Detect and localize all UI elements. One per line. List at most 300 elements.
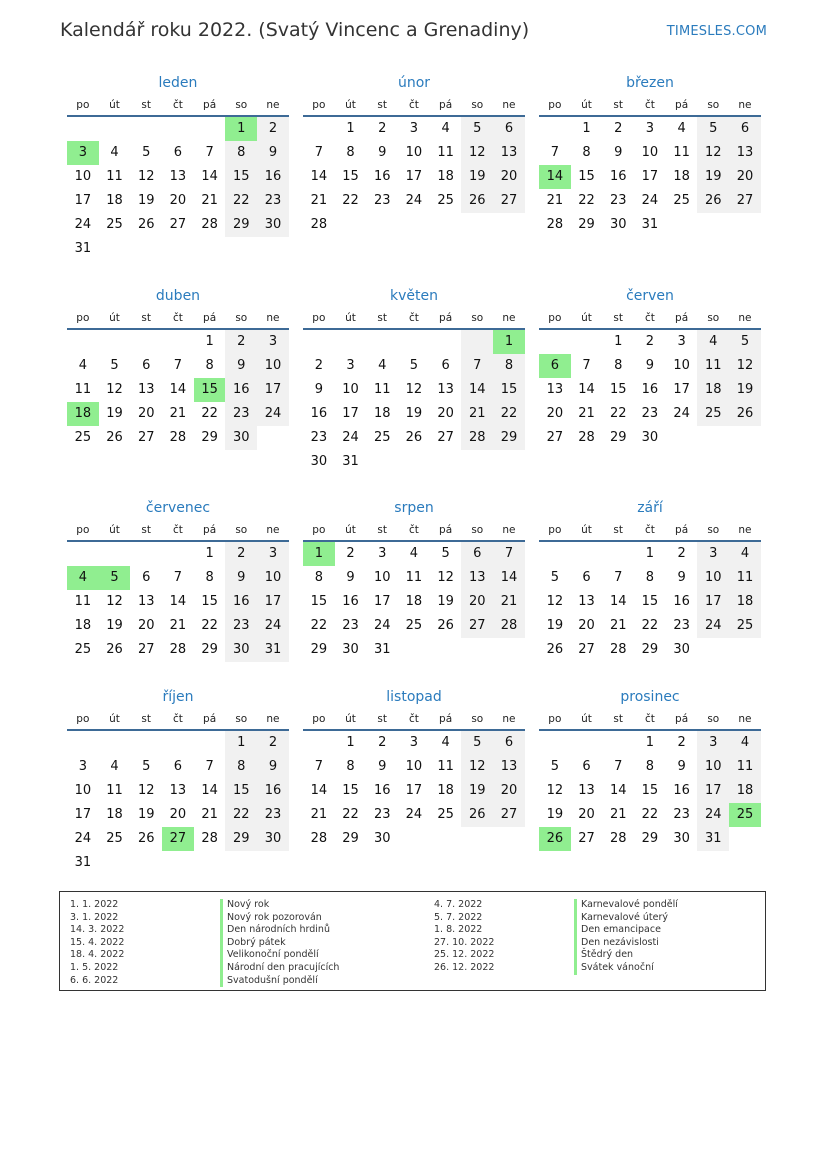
- weekday-header: [303, 97, 525, 117]
- day-cell: 5: [142, 145, 151, 160]
- day-cell: 21: [201, 807, 218, 822]
- day-cell: 14: [493, 566, 525, 590]
- empty-cell: [366, 213, 398, 237]
- legend-holiday-name: Svátek vánoční: [574, 962, 678, 975]
- day-cell: 10: [74, 169, 92, 184]
- empty-cell: [335, 213, 367, 237]
- day-cell: 17: [342, 406, 359, 421]
- empty-cell: [162, 237, 194, 261]
- holiday-day-cell: 1: [225, 117, 257, 141]
- day-cell: 3: [78, 759, 87, 774]
- day-grid: [539, 117, 761, 237]
- weekday-label: út: [109, 99, 120, 111]
- empty-cell: [130, 237, 162, 261]
- day-cell: 5: [550, 570, 559, 585]
- weekday-label: ne: [738, 713, 752, 725]
- month-leden: [67, 74, 289, 261]
- weekday-label: so: [471, 524, 484, 536]
- day-cell: 25: [697, 402, 729, 426]
- day-cell: 28: [169, 430, 187, 445]
- day-cell: 19: [405, 406, 423, 421]
- day-cell: 30: [225, 426, 257, 450]
- day-cell: 14: [310, 169, 328, 184]
- empty-cell: [130, 542, 162, 566]
- day-cell: 26: [546, 642, 564, 657]
- weekday-label: po: [312, 312, 326, 324]
- day-cell: 31: [257, 638, 289, 662]
- day-grid: [303, 330, 525, 474]
- day-cell: 12: [546, 783, 564, 798]
- holiday-day-cell: 1: [303, 542, 335, 566]
- day-cell: 17: [405, 169, 423, 184]
- day-cell: 14: [201, 783, 218, 798]
- day-cell: 12: [405, 382, 423, 397]
- weekday-label: po: [312, 713, 326, 725]
- month-name: leden: [158, 75, 198, 91]
- day-cell: 22: [342, 193, 359, 208]
- day-cell: 9: [346, 570, 355, 585]
- weekday-label: ne: [266, 99, 280, 111]
- day-cell: 31: [74, 241, 92, 256]
- empty-cell: [130, 117, 162, 141]
- day-cell: 25: [729, 614, 761, 638]
- day-cell: 26: [461, 803, 493, 827]
- weekday-label: st: [141, 312, 152, 324]
- day-cell: 6: [582, 570, 591, 585]
- day-cell: 3: [257, 330, 289, 354]
- day-cell: 12: [137, 169, 155, 184]
- day-cell: 7: [314, 145, 323, 160]
- day-cell: 23: [225, 614, 257, 638]
- day-cell: 23: [225, 402, 257, 426]
- empty-cell: [430, 827, 462, 851]
- weekday-label: pá: [439, 99, 453, 111]
- day-cell: 16: [641, 382, 659, 397]
- day-grid: [539, 542, 761, 662]
- day-cell: 15: [310, 594, 328, 609]
- day-cell: 7: [614, 759, 623, 774]
- month-name: květen: [390, 288, 438, 304]
- day-cell: 25: [405, 618, 423, 633]
- day-cell: 13: [461, 566, 493, 590]
- day-cell: 11: [74, 382, 92, 397]
- empty-cell: [225, 237, 257, 261]
- empty-cell: [493, 450, 525, 474]
- holiday-day-cell: 26: [539, 827, 571, 851]
- brand-link[interactable]: TIMESLES.COM: [666, 24, 767, 39]
- day-cell: 4: [110, 145, 119, 160]
- day-cell: 16: [310, 406, 328, 421]
- empty-cell: [430, 638, 462, 662]
- day-cell: 18: [74, 618, 92, 633]
- empty-cell: [729, 638, 761, 662]
- day-cell: 7: [205, 759, 214, 774]
- day-cell: 28: [201, 217, 218, 232]
- day-cell: 19: [106, 406, 123, 421]
- day-cell: 16: [225, 590, 257, 614]
- day-cell: 13: [493, 141, 525, 165]
- weekday-label: út: [581, 524, 592, 536]
- day-cell: 28: [461, 426, 493, 450]
- day-cell: 11: [106, 169, 123, 184]
- day-cell: 19: [137, 807, 155, 822]
- day-cell: 7: [493, 542, 525, 566]
- legend-holiday-name: Den emancipace: [574, 924, 678, 937]
- weekday-label: čt: [644, 312, 655, 324]
- day-cell: 14: [169, 382, 187, 397]
- day-cell: 25: [106, 217, 123, 232]
- day-cell: 4: [729, 542, 761, 566]
- empty-cell: [398, 213, 430, 237]
- month-červen: [539, 287, 761, 450]
- day-cell: 18: [437, 169, 454, 184]
- weekday-label: st: [377, 99, 388, 111]
- day-cell: 10: [257, 354, 289, 378]
- page-title: Kalendář roku 2022. (Svatý Vincenc a Grenadiny): [60, 19, 530, 41]
- weekday-label: čt: [408, 713, 419, 725]
- legend-date: 27. 10. 2022: [434, 936, 495, 948]
- weekday-label: út: [581, 99, 592, 111]
- weekday-label: út: [345, 713, 356, 725]
- day-cell: 6: [173, 145, 183, 160]
- day-cell: 20: [578, 618, 595, 633]
- legend-date: 5. 7. 2022: [434, 911, 483, 923]
- day-cell: 30: [257, 213, 289, 237]
- day-cell: 22: [225, 803, 257, 827]
- weekday-label: čt: [172, 312, 183, 324]
- empty-cell: [539, 117, 571, 141]
- day-cell: 21: [201, 193, 218, 208]
- empty-cell: [571, 542, 603, 566]
- weekday-label: po: [76, 99, 90, 111]
- day-cell: 7: [173, 358, 183, 373]
- empty-cell: [162, 330, 194, 354]
- day-cell: 27: [493, 803, 525, 827]
- weekday-label: so: [471, 312, 484, 324]
- day-cell: 26: [697, 189, 729, 213]
- day-cell: 18: [106, 807, 123, 822]
- day-cell: 9: [225, 354, 257, 378]
- weekday-label: čt: [644, 524, 655, 536]
- legend-date: 14. 3. 2022: [70, 924, 125, 936]
- day-cell: 2: [378, 735, 387, 750]
- day-cell: 29: [493, 426, 525, 450]
- day-cell: 30: [673, 642, 690, 657]
- holiday-day-cell: 3: [67, 141, 99, 165]
- empty-cell: [398, 827, 430, 851]
- day-cell: 5: [441, 546, 450, 561]
- day-cell: 2: [314, 358, 323, 373]
- day-cell: 18: [106, 193, 123, 208]
- empty-cell: [130, 851, 162, 875]
- day-cell: 14: [609, 594, 627, 609]
- weekday-label: st: [377, 713, 388, 725]
- empty-cell: [430, 213, 462, 237]
- empty-cell: [162, 731, 194, 755]
- legend-holiday-name: Karnevalové pondělí: [574, 899, 678, 912]
- empty-cell: [257, 426, 289, 450]
- day-cell: 20: [546, 406, 564, 421]
- day-grid: [303, 117, 525, 237]
- day-cell: 10: [405, 145, 423, 160]
- day-cell: 23: [310, 430, 328, 445]
- day-cell: 26: [106, 430, 123, 445]
- day-cell: 1: [225, 731, 257, 755]
- empty-cell: [697, 638, 729, 662]
- empty-cell: [194, 117, 226, 141]
- day-cell: 17: [697, 779, 729, 803]
- day-cell: 5: [550, 759, 559, 774]
- day-cell: 21: [609, 618, 627, 633]
- day-cell: 7: [461, 354, 493, 378]
- empty-cell: [697, 426, 729, 450]
- month-listopad: [303, 688, 525, 851]
- legend-date: 4. 7. 2022: [434, 899, 483, 910]
- legend-holiday-name: Svatodušní pondělí: [220, 975, 339, 988]
- weekday-label: so: [471, 99, 484, 111]
- day-cell: 22: [578, 193, 595, 208]
- day-cell: 1: [645, 546, 655, 561]
- day-cell: 6: [142, 358, 151, 373]
- day-cell: 25: [437, 807, 454, 822]
- day-cell: 11: [697, 354, 729, 378]
- day-cell: 23: [673, 618, 690, 633]
- weekday-label: st: [377, 312, 388, 324]
- day-cell: 12: [137, 783, 155, 798]
- day-grid: [67, 117, 289, 261]
- legend-holiday-name: Den nezávislosti: [574, 937, 678, 950]
- day-cell: 14: [461, 378, 493, 402]
- weekday-header: [303, 310, 525, 330]
- day-cell: 24: [342, 430, 359, 445]
- day-cell: 28: [493, 614, 525, 638]
- weekday-header: [539, 522, 761, 542]
- day-cell: 25: [74, 642, 92, 657]
- month-březen: [539, 74, 761, 237]
- legend-holiday-name: Nový rok pozorován: [220, 912, 339, 925]
- day-grid: [539, 330, 761, 450]
- day-cell: 19: [546, 807, 564, 822]
- day-cell: 31: [342, 454, 359, 469]
- weekday-label: út: [581, 312, 592, 324]
- day-cell: 26: [729, 402, 761, 426]
- day-cell: 24: [641, 193, 659, 208]
- legend-holiday-name: Štědrý den: [574, 949, 678, 962]
- day-cell: 17: [257, 590, 289, 614]
- day-cell: 31: [641, 217, 659, 232]
- weekday-label: so: [235, 312, 248, 324]
- day-cell: 18: [673, 169, 690, 184]
- legend-right-dates: [434, 899, 494, 975]
- empty-cell: [461, 450, 493, 474]
- day-cell: 12: [697, 141, 729, 165]
- day-cell: 10: [697, 566, 729, 590]
- day-cell: 28: [201, 831, 218, 846]
- weekday-label: st: [613, 524, 624, 536]
- weekday-label: po: [548, 312, 562, 324]
- day-cell: 25: [673, 193, 690, 208]
- day-cell: 31: [373, 642, 391, 657]
- day-cell: 9: [677, 570, 686, 585]
- day-cell: 5: [142, 759, 151, 774]
- legend-date: 15. 4. 2022: [70, 936, 125, 948]
- day-cell: 10: [373, 570, 391, 585]
- day-cell: 24: [257, 402, 289, 426]
- day-cell: 24: [405, 193, 423, 208]
- day-cell: 2: [614, 121, 623, 136]
- day-cell: 27: [493, 189, 525, 213]
- day-cell: 21: [546, 193, 564, 208]
- month-srpen: [303, 499, 525, 662]
- day-cell: 16: [257, 779, 289, 803]
- day-cell: 30: [641, 430, 659, 445]
- empty-cell: [461, 827, 493, 851]
- day-cell: 20: [461, 590, 493, 614]
- day-cell: 22: [641, 807, 659, 822]
- day-cell: 30: [225, 638, 257, 662]
- day-cell: 5: [461, 117, 493, 141]
- weekday-header: [539, 711, 761, 731]
- legend-date: 6. 6. 2022: [70, 974, 119, 986]
- weekday-header: [67, 97, 289, 117]
- day-cell: 21: [310, 193, 328, 208]
- month-name: září: [637, 500, 663, 516]
- weekday-label: út: [345, 524, 356, 536]
- day-cell: 8: [645, 570, 655, 585]
- day-cell: 31: [697, 827, 729, 851]
- weekday-label: pá: [203, 713, 217, 725]
- day-cell: 28: [609, 642, 627, 657]
- day-cell: 3: [257, 542, 289, 566]
- day-cell: 3: [378, 546, 387, 561]
- day-cell: 24: [697, 803, 729, 827]
- day-cell: 11: [729, 755, 761, 779]
- empty-cell: [398, 330, 430, 354]
- day-cell: 26: [405, 430, 423, 445]
- day-cell: 15: [609, 382, 627, 397]
- day-cell: 29: [578, 217, 595, 232]
- day-cell: 10: [673, 358, 690, 373]
- day-cell: 12: [106, 382, 123, 397]
- day-cell: 29: [201, 430, 218, 445]
- empty-cell: [602, 731, 634, 755]
- day-grid: [67, 330, 289, 450]
- legend-holiday-name: Nový rok: [220, 899, 339, 912]
- weekday-header: [67, 522, 289, 542]
- legend-holiday-name: Národní den pracujících: [220, 962, 339, 975]
- weekday-label: so: [235, 524, 248, 536]
- day-cell: 30: [673, 831, 690, 846]
- day-cell: 2: [257, 117, 289, 141]
- day-cell: 20: [169, 193, 187, 208]
- day-cell: 8: [346, 145, 355, 160]
- day-cell: 8: [493, 354, 525, 378]
- legend-date: 1. 1. 2022: [70, 899, 119, 910]
- day-cell: 27: [578, 642, 595, 657]
- day-cell: 10: [697, 755, 729, 779]
- day-cell: 29: [225, 213, 257, 237]
- day-grid: [67, 731, 289, 875]
- day-cell: 11: [373, 382, 391, 397]
- day-cell: 17: [373, 594, 391, 609]
- holiday-day-cell: 5: [99, 566, 131, 590]
- day-grid: [67, 542, 289, 662]
- day-cell: 3: [697, 731, 729, 755]
- weekday-label: so: [707, 524, 720, 536]
- day-cell: 28: [310, 831, 328, 846]
- day-cell: 1: [614, 334, 623, 349]
- weekday-label: po: [76, 524, 90, 536]
- weekday-label: pá: [675, 713, 689, 725]
- empty-cell: [67, 731, 99, 755]
- day-cell: 25: [373, 430, 391, 445]
- day-cell: 29: [609, 430, 627, 445]
- day-cell: 22: [310, 618, 328, 633]
- day-cell: 21: [493, 590, 525, 614]
- legend-date: 1. 8. 2022: [434, 924, 483, 936]
- weekday-label: čt: [408, 99, 419, 111]
- day-cell: 14: [578, 382, 595, 397]
- day-cell: 9: [614, 145, 623, 160]
- day-cell: 21: [169, 406, 187, 421]
- day-cell: 30: [257, 827, 289, 851]
- day-cell: 19: [461, 165, 493, 189]
- day-cell: 28: [578, 430, 595, 445]
- day-cell: 1: [582, 121, 591, 136]
- day-cell: 1: [645, 735, 655, 750]
- day-cell: 3: [409, 735, 419, 750]
- day-cell: 19: [461, 779, 493, 803]
- day-cell: 22: [201, 406, 218, 421]
- weekday-label: st: [141, 524, 152, 536]
- weekday-label: st: [141, 713, 152, 725]
- day-cell: 16: [373, 783, 391, 798]
- empty-cell: [303, 117, 335, 141]
- empty-cell: [99, 731, 131, 755]
- weekday-label: út: [109, 713, 120, 725]
- day-cell: 7: [205, 145, 214, 160]
- day-cell: 8: [346, 759, 355, 774]
- weekday-label: pá: [439, 312, 453, 324]
- empty-cell: [194, 237, 226, 261]
- legend-holiday-name: Dobrý pátek: [220, 937, 339, 950]
- weekday-label: po: [548, 713, 562, 725]
- empty-cell: [666, 426, 698, 450]
- empty-cell: [67, 330, 99, 354]
- day-cell: 9: [378, 145, 387, 160]
- day-cell: 15: [342, 783, 359, 798]
- empty-cell: [571, 731, 603, 755]
- day-cell: 23: [609, 193, 627, 208]
- empty-cell: [303, 330, 335, 354]
- day-cell: 5: [409, 358, 419, 373]
- day-cell: 5: [110, 358, 119, 373]
- weekday-label: pá: [675, 99, 689, 111]
- day-cell: 16: [673, 783, 690, 798]
- day-cell: 16: [673, 594, 690, 609]
- day-cell: 6: [142, 570, 151, 585]
- weekday-label: ne: [266, 312, 280, 324]
- day-cell: 11: [437, 145, 454, 160]
- day-cell: 12: [437, 570, 454, 585]
- legend-left-dates: [70, 899, 124, 987]
- empty-cell: [303, 731, 335, 755]
- weekday-label: po: [76, 312, 90, 324]
- empty-cell: [162, 851, 194, 875]
- day-cell: 17: [74, 193, 92, 208]
- day-cell: 12: [461, 755, 493, 779]
- holiday-day-cell: 14: [539, 165, 571, 189]
